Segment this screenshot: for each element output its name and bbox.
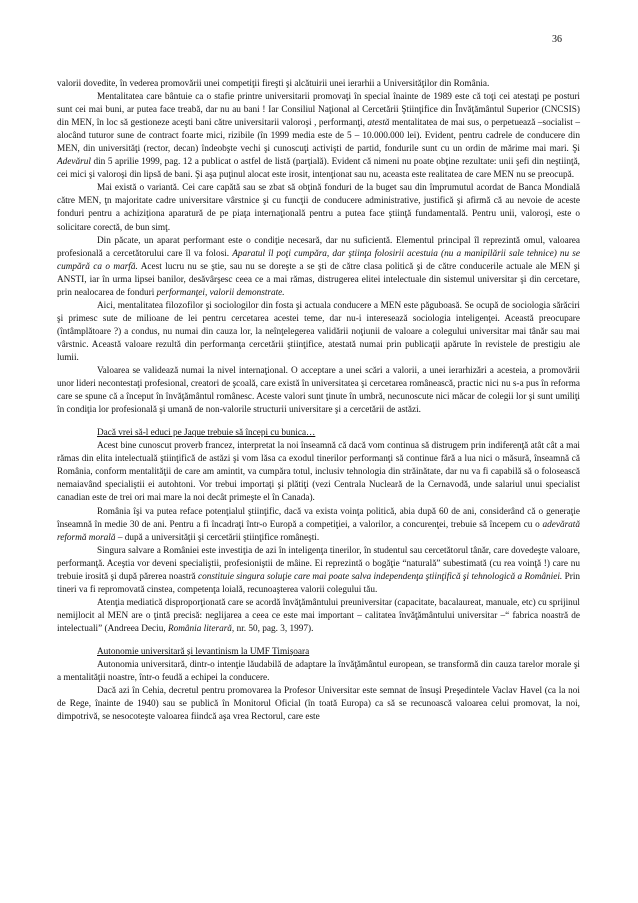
paragraph [57, 506, 580, 545]
text-run: Aici, mentalitatea filozofilor şi sociologilor din fosta şi actuala conducere a MEN este păguboasă. Se ocupă de sociologia sărăciri şi primesc sute de milioane de lei pentru cercetarea acestei teme, dar nu-i interesează sociologia inteligenţei. Această preocupare (întâmplătoare ?) a condus, nu numai din cauza lor, la neînţelegerea validării noţiunii de valoare a colegului universitar mai tânăr sau mai vârstnic. Această valoare rezultă din performanţa cercetării ştiinţifice, atestată numai prin publicaţii apărute în revistele de prestigiu ale lumii. [57, 300, 580, 363]
text-run: valorii dovedite, în vederea promovării unei competiţii fireşti şi alcătuirii unei ierarhii a Universităţilor din România. [57, 79, 490, 89]
text-run: Dacă azi în Cehia, decretul pentru promovarea la Profesor Universitar este semnat de însuşi Preşedintele Vaclav Havel (ca la noi de Rege, înainte de 1940) sau se publică în Monitorul Oficial (în toată Europa) ca să se recunoască valoarea celui promovat, la noi, dimpotrivă, se nesocoteşte valoarea fiindcă aşa vrea Rectorul, care este [57, 686, 580, 723]
text-run: Prin tineri va fi repromovată cinstea, competenţa loială, recunoaşterea valorii colegului tău. [57, 571, 581, 595]
text-run: Acest bine cunoscut proverb francez, interpretat la noi înseamnă că dacă vom continua să distrugem prin indiferenţă atât cât a mai rămas din elita intelectuală ştiinţifică de astăzi şi vom lăsa ca exodul tinerilor performanţi să continue fără a lua nici o măsură, înseamnă că România, conform mentalităţii de care am amintit, va cumpăra totul, inclusiv tehnologia din străinătate, dar nu va fi capabilă să o folosească nemaiavând specialiştii ei autohtoni. Vor trebui importaţi şi plătiţi (vezi Centrala Nucleară de la Cernavodă, unde salariul unui specialist canadian este de trei ori mai mare la noi decât primeşte el în Canada). [57, 441, 580, 504]
page-number: 36 [552, 34, 562, 45]
italic-text: atestă [367, 118, 390, 129]
text-run: Autonomia universitară, dintr-o intenţie lăudabilă de adaptare la învăţământul european, se transformă din cauza tarelor morale şi a mentalităţii noastre, într-o feudă a echipei la conducere. [57, 660, 580, 684]
text-run: Din păcate, un aparat performant este o condiţie necesară, dar nu suficientă. Elementul principal îl reprezintă omul, valoarea profesională a cercetătorului care îl va folosi. [57, 235, 580, 259]
paragraph [57, 91, 580, 182]
paragraph [57, 235, 580, 300]
paragraph [57, 365, 580, 417]
italic-text: Aparatul îl poţi cumpăra, dar ştiinţa folosirii acestuia (nu a manipilării sale tehnice) nu se cumpără ca o marfă. [57, 248, 580, 272]
text-run: nr. 50, pag. 3, 1997). [234, 623, 314, 634]
text-run: din 5 aprilie 1999, pag. 12 a publicat o astfel de listă (parţială). Evident că nimeni nu poate obţine rezultate: unii şefi din neştiinţă, cei mici şi valoroşi din lipsă de bani. Şi aşa puţinul alocat este irosit, intenţionat sau nu, aceasta este realitatea de care MEN nu se preocupă. [57, 157, 580, 181]
paragraph [57, 545, 580, 597]
section-heading: Autonomie universitară şi levantinism la UMF Timişoara [97, 646, 310, 657]
paragraph [57, 78, 580, 91]
text-run: Acest lucru nu se ştie, sau nu se doreşte a se şti de către clasa politică şi de către conducerile actuale ale MEN şi ANSTI, iar în urma lipsei banilor, desăvârşesc ceea ce a mai rămas, distrugerea elitei intelectuale din sistemul universitar şi din cercetare, prin nealocarea de fonduri [57, 261, 580, 298]
paragraph [57, 182, 580, 234]
text-run: Mentalitatea care bântuie ca o stafie printre universitarii promovaţi în special înainte de 1989 este că toţi cei atestaţi pe posturi sunt cei mai buni, ar putea face treabă, dar nu au bani ! Iar Consiliul Naţional al Cercetării Ştiinţifice din Învăţământul Superior (CNCSIS) din MEN, în loc să gestioneze aceşti bani către universitarii valoroşi , performanţi, [57, 92, 580, 129]
text-run: Singura salvare a României este investiţia de azi în inteligenţa tinerilor, în studentul sau cercetătorul tânăr, care dovedeşte valoare, performanţă. Aceştia vor deveni specialiştii, profesioniştii de mâine. Ei reprezintă o bogăţie “naturală” subestimată (cu rea voinţă !) care nu trebuie irosită şi după părerea noastră [57, 545, 580, 582]
section-heading: Dacă vrei să-l educi pe Jaque trebuie să începi cu bunica… [97, 428, 316, 439]
text-run: Valoarea se validează numai la nivel internaţional. O acceptare a unei scări a valorii, a unei ierarhizări a acesteia, a promovării unor lideri necontestaţi profesional, creatori de şcoală, care există în universitatea şi cercetarea românească, practic nici nu s-a pus în reforma care se spune că a început în învăţământul românesc. Aceste valori sunt ţinute în umbră, necunoscute nici măcar de colegii lor şi sunt umiliţi în condiţia lor profesională şi umană de non-valorile structurii universitare şi a cercetării de astăzi. [57, 366, 580, 416]
italic-text: constituie singura soluţie care mai poate salva independenţa ştiinţifică şi tehnologică a României. [198, 571, 563, 582]
text-run: România îşi va putea reface potenţialul ştiinţific, dacă va exista voinţa politică, abia după 60 de ani, considerând că o generaţie înseamnă în medie 30 de ani. Pentru a fi încadraţi într-o Europă a competiţiei, a valorilor, a concurenţei, trebuie să începem cu o [57, 506, 580, 530]
text-run: mentalitatea de mai sus, o perpetuează –socialist – alocând tuturor sune de contract foarte mici, rizibile (în 1999 media este de 5 – 10.000.000 lei). Evident, pentru cadrele de conducere din MEN, din universităţi (rector, decan) îndeobşte vechi şi cunoscuţi activişti de partid, fondurile sunt cu un ordin de mărime mai mari. Şi [57, 118, 580, 155]
italic-text: Adevărul [57, 157, 91, 168]
text-run: Mai există o variantă. Cei care capătă sau se zbat să obţină fonduri de la buget sau din împrumutul acordat de Banca Mondială către MEN, ţn majoritate cadre universitare vârstnice şi cu funcţii de conducere administrative, justifică şi afirmă că au nevoie de aceste fonduri pentru a achiziţiona aparatură de pe piaţa internaţională pentru a putea face ştiinţă fundamentală. Pentru unii, valoroşi, este o solicitare corectă, de bun simţ. [57, 183, 580, 233]
italic-text: adevărată reformă morală [57, 519, 580, 543]
paragraph [57, 685, 580, 724]
text-run: – după a universităţii şi cercetării ştiinţifice româneşti. [115, 532, 320, 543]
paragraph [57, 300, 580, 365]
paragraph [57, 659, 580, 685]
italic-text: performanţei, valorii demonstrate. [156, 287, 285, 298]
body-text [57, 78, 580, 724]
text-run: Atenţia mediatică disproporţionată care se acordă învăţământului preuniversitar (capacitate, bacalaureat, manuale, etc) cu sprijinul nemijlocit al MEN are o ţintă precisă: neglijarea a ceea ce este mai important – calitatea învăţământului universitar –“ fabrica noastră de intelectuali” (Andreea Deciu, [57, 597, 580, 634]
paragraph [57, 597, 580, 636]
italic-text: România literară, [167, 623, 235, 634]
paragraph [57, 440, 580, 505]
